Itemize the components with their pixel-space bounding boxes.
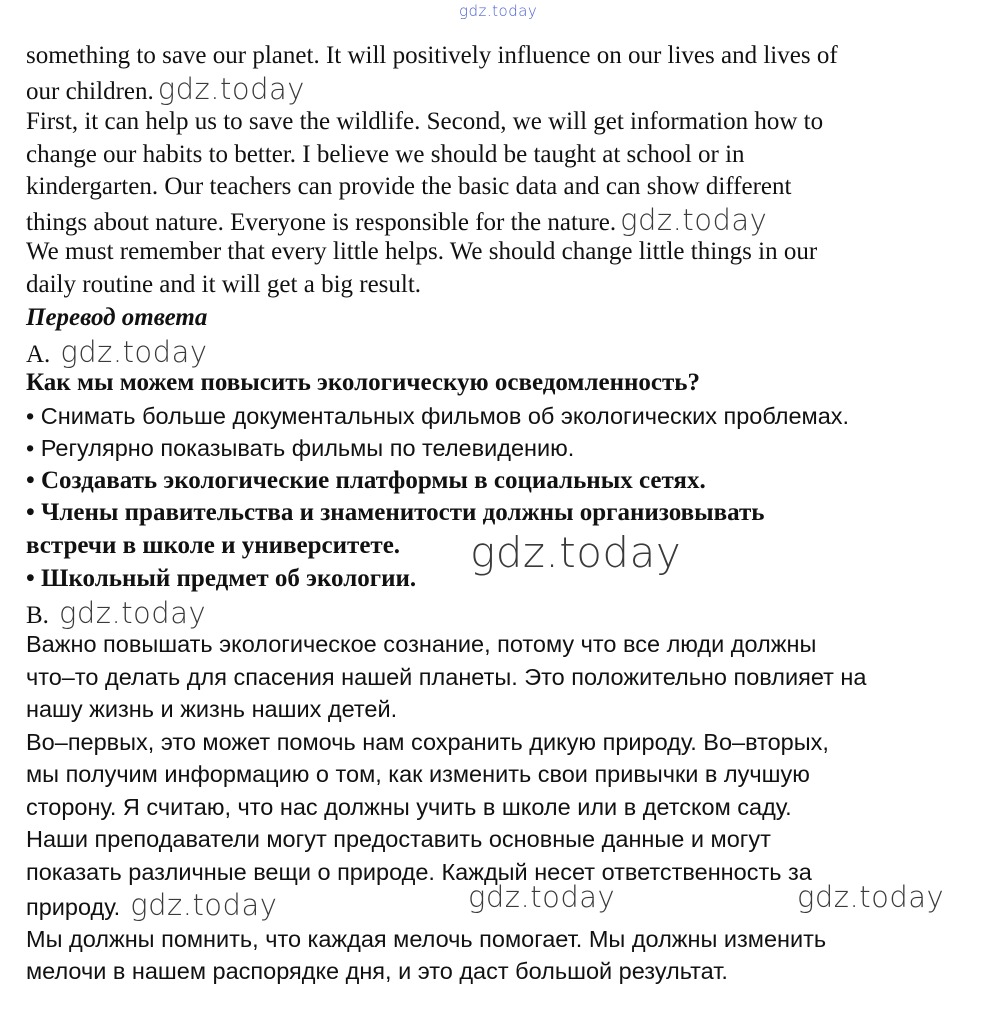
top-watermark: gdz.today — [459, 2, 538, 20]
section-b-line-8: показать различные вещи о природе. Каждый несет ответственность за — [26, 859, 812, 885]
watermark-middle: gdz.today — [468, 880, 616, 914]
watermark: gdz.today — [60, 335, 208, 369]
watermark-large: gdz.today — [470, 528, 682, 577]
section-a-bullet-2: • Регулярно показывать фильмы по телевидению. — [26, 435, 575, 461]
section-b-line-3: нашу жизнь и жизнь наших детей. — [26, 696, 398, 722]
english-line-7: We must remember that every little helps. We should change little things in our — [26, 238, 818, 265]
english-line-5: kindergarten. Our teachers can provide the basic data and can show different — [26, 173, 792, 200]
english-line-8: daily routine and it will get a big result. — [26, 271, 422, 298]
section-b-line-5: мы получим информацию о том, как изменить свои привычки в лучшую — [26, 761, 810, 787]
section-a-bullet-4: • Члены правительства и знаменитости должны организовывать — [26, 499, 765, 526]
section-b-line-9-text: природу. — [26, 894, 121, 920]
section-b-label: B. — [26, 602, 49, 629]
english-line-6-text: things about nature. Everyone is responsible for the nature. — [26, 209, 617, 236]
section-a-bullet-1: • Снимать больше документальных фильмов об экологических проблемах. — [26, 403, 850, 429]
watermark-right: gdz.today — [797, 880, 945, 914]
section-b-line-6: сторону. Я считаю, что нас должны учить в школе или в детском саду. — [26, 794, 792, 820]
english-line-6 — [26, 204, 767, 240]
section-b-line-9 — [26, 889, 277, 924]
section-b-line-2: что–то делать для спасения нашей планеты. Это положительно повлияет на — [26, 664, 867, 690]
english-line-1: something to save our planet. It will positively influence on our lives and lives of — [26, 42, 838, 69]
section-a-bullet-4-cont: встречи в школе и университете. — [26, 532, 401, 559]
translation-heading: Перевод ответа — [26, 304, 208, 331]
watermark: gdz.today — [58, 596, 207, 630]
section-a-bullet-3: • Создавать экологические платформы в социальных сетях. — [26, 467, 706, 494]
section-a-bullet-5: • Школьный предмет об экологии. — [26, 565, 417, 592]
section-b-line-7: Наши преподаватели могут предоставить основные данные и могут — [26, 826, 771, 852]
section-b-line-1: Важно повышать экологическое сознание, потому что все люди должны — [26, 631, 817, 657]
watermark: gdz.today — [130, 888, 278, 922]
section-b-line-10: Мы должны помнить, что каждая мелочь помогает. Мы должны изменить — [26, 926, 827, 952]
watermark: gdz.today — [157, 72, 305, 106]
english-line-2-text: our children. — [26, 78, 154, 105]
english-line-3: First, it can help us to save the wildlife. Second, we will get information how to — [26, 108, 824, 135]
section-a-question: Как мы можем повысить экологическую осведомленность? — [26, 369, 700, 396]
watermark: gdz.today — [620, 203, 768, 237]
english-line-4: change our habits to better. I believe we should be taught at school or in — [26, 141, 745, 168]
english-line-2 — [26, 73, 305, 109]
section-a-label: A. — [26, 341, 51, 368]
section-b-line-4: Во–первых, это может помочь нам сохранить дикую природу. Во–вторых, — [26, 729, 829, 755]
section-b-line-11: мелочи в нашем распорядке дня, и это даст большой результат. — [26, 958, 728, 984]
